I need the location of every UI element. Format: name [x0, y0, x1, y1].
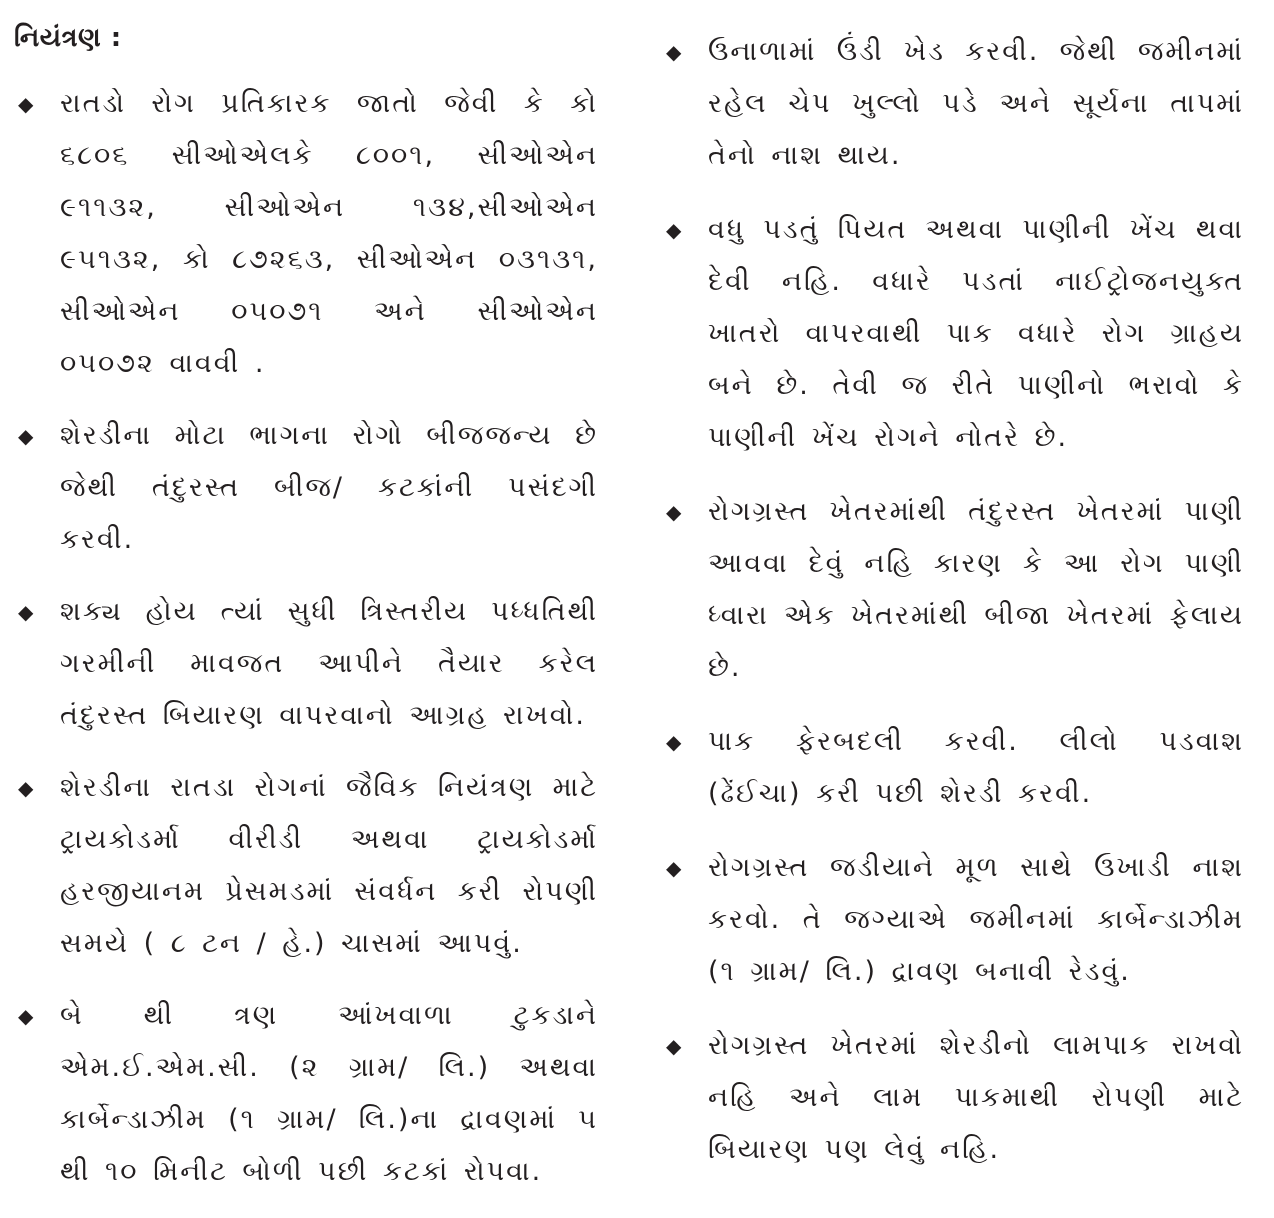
list-item-text: રાતડો રોગ પ્રતિકારક જાતો જેવી કે કો ૬૮૦૬ સીઓએલકે ૮૦૦૧, સીઓએન ૯૧૧૩૨, સીઓએન ૧૩૪,સીઓએન ૯૫૧૩૨, કો ૮૭૨૬૩, સીઓએન ૦૩૧૩૧, સીઓએન ૦૫૦૭૧ અને સીઓએન ૦૫૦૭૨ વાવવી .	[60, 88, 598, 379]
diamond-bullet-icon: ◆	[18, 1004, 36, 1028]
list-item	[14, 762, 598, 970]
list-item	[14, 586, 598, 742]
list-item-text: શેરડીના રાતડા રોગનાં જૈવિક નિયંત્રણ માટે ટ્રાયકોડર્મા વીરીડી અથવા ટ્રાયકોડર્મા હરજીયાનમ પ્રેસમડમાં સંવર્ધન કરી રોપણી સમયે ( ૮ ટન / હે.) ચાસમાં આપવું.	[60, 772, 598, 959]
diamond-bullet-icon: ◆	[18, 776, 36, 800]
diamond-bullet-icon: ◆	[666, 500, 684, 524]
list-item-text: શેરડીના મોટા ભાગના રોગો બીજજન્ય છે જેથી તંદુરસ્ત બીજ/ કટકાંની પસંદગી કરવી.	[60, 420, 598, 555]
diamond-bullet-icon: ◆	[18, 600, 36, 624]
list-item-text: શક્ય હોય ત્યાં સુધી ત્રિસ્તરીય પધ્ધતિથી ગરમીની માવજત આપીને તૈયાર કરેલ તંદુરસ્ત બિયારણ વાપરવાનો આગ્રહ રાખવો.	[60, 596, 598, 731]
list-item-text: રોગગ્રસ્ત ખેતરમાંથી તંદુરસ્ત ખેતરમાં પાણી આવવા દેવું નહિ કારણ કે આ રોગ પાણી ધ્વારા એક ખેતરમાંથી બીજા ખેતરમાં ફેલાય છે.	[708, 496, 1244, 683]
right-bullet-list	[662, 26, 1244, 1176]
right-column	[662, 26, 1244, 1198]
list-item	[662, 26, 1244, 182]
list-item	[14, 990, 598, 1198]
list-item	[662, 842, 1244, 998]
diamond-bullet-icon: ◆	[18, 92, 36, 116]
diamond-bullet-icon: ◆	[18, 424, 36, 448]
diamond-bullet-icon: ◆	[666, 730, 684, 754]
list-item-text: ઉનાળામાં ઉંડી ખેડ કરવી. જેથી જમીનમાં રહેલ ચેપ ખુલ્લો પડે અને સૂર્યના તાપમાં તેનો નાશ થાય.	[708, 36, 1244, 171]
list-item	[662, 204, 1244, 464]
list-item	[662, 486, 1244, 694]
list-item-text: રોગગ્રસ્ત ખેતરમાં શેરડીનો લામપાક રાખવો નહિ અને લામ પાકમાથી રોપણી માટે બિયારણ પણ લેવું નહિ.	[708, 1030, 1244, 1165]
list-item-text: રોગગ્રસ્ત જડીયાને મૂળ સાથે ઉખાડી નાશ કરવો. તે જગ્યાએ જમીનમાં કાર્બેન્ડાઝીમ (૧ ગ્રામ/ લિ.) દ્રાવણ બનાવી રેડવું.	[708, 852, 1244, 987]
list-item-text: વધુ પડતું પિયત અથવા પાણીની ખેંચ થવા દેવી નહિ. વધારે પડતાં નાઈટ્રોજનયુક્ત ખાતરો વાપરવાથી પાક વધારે રોગ ગ્રાહય બને છે. તેવી જ રીતે પાણીનો ભરાવો કે પાણીની ખેંચ રોગને નોતરે છે.	[708, 214, 1244, 453]
list-item	[14, 410, 598, 566]
left-column	[14, 18, 598, 1218]
list-item-text: બે થી ત્રણ આંખવાળા ટુકડાને એમ.ઈ.એમ.સી. (૨ ગ્રામ/ લિ.) અથવા કાર્બેન્ડાઝીમ (૧ ગ્રામ/ લિ.)ના દ્રાવણમાં ૫ થી ૧૦ મિનીટ બોળી પછી કટકાં રોપવા.	[60, 1000, 598, 1187]
section-heading: નિયંત્રણ :	[14, 23, 122, 53]
list-item	[14, 78, 598, 390]
diamond-bullet-icon: ◆	[666, 1034, 684, 1058]
left-bullet-list	[14, 78, 598, 1198]
list-item	[662, 716, 1244, 820]
list-item-text: પાક ફેરબદલી કરવી. લીલો પડવાશ (ઢેંઈચા) કરી પછી શેરડી કરવી.	[708, 726, 1244, 809]
diamond-bullet-icon: ◆	[666, 856, 684, 880]
list-item	[662, 1020, 1244, 1176]
diamond-bullet-icon: ◆	[666, 40, 684, 64]
diamond-bullet-icon: ◆	[666, 218, 684, 242]
